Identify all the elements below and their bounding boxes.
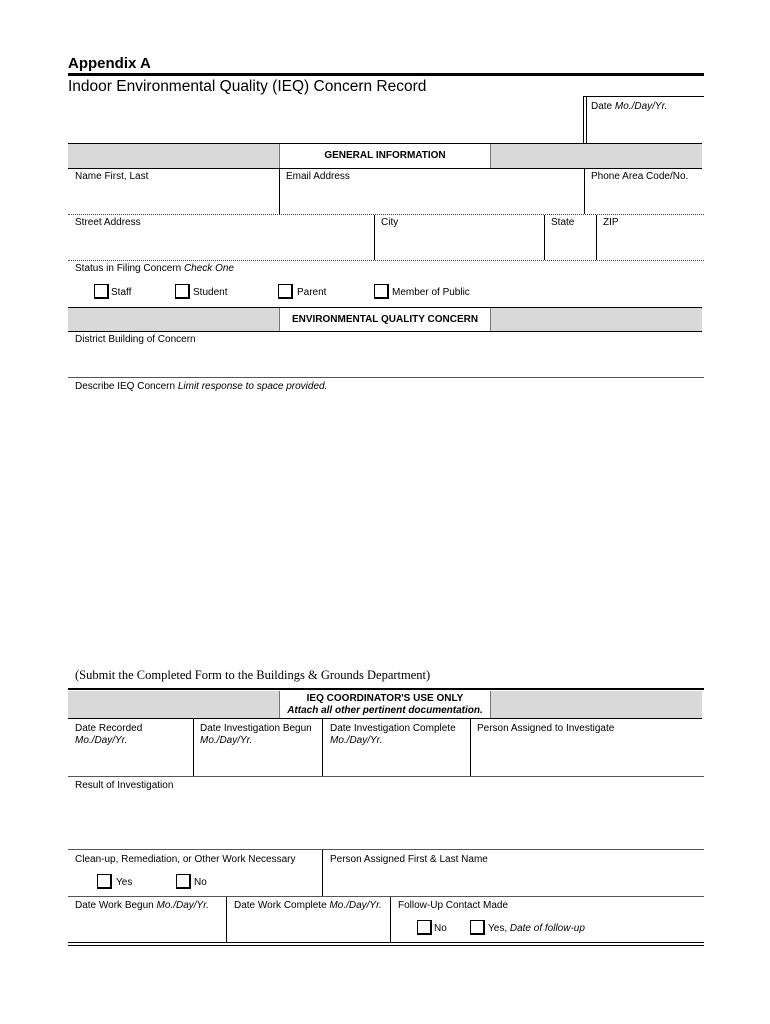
date-box-border-outer [583,96,584,143]
cleanup-yes-label: Yes [116,877,133,888]
general-info-heading: GENERAL INFORMATION [279,144,491,168]
person-assigned-label: Person Assigned to Investigate [477,723,615,734]
work-begun-label: Date Work Begun [75,900,154,911]
describe-label: Describe IEQ Concern [75,381,176,392]
cleanup-no-label: No [194,877,207,888]
date-recorded-format: Mo./Day/Yr. [75,735,128,746]
coordinator-top-rule [68,688,704,690]
work-begun-format: Mo./Day/Yr. [156,900,209,911]
coordinator-subheading: Attach all other pertinent documentation. [287,705,483,716]
building-label: District Building of Concern [75,334,196,345]
parent-option-label: Parent [297,287,327,298]
status-label: Status in Filing Concern [75,263,182,274]
name-label: Name First, Last [75,171,149,182]
followup-no-checkbox[interactable] [417,920,432,935]
phone-field[interactable] [585,168,703,213]
parent-checkbox[interactable] [278,284,293,299]
date-complete-label: Date Investigation Complete [330,723,456,734]
phone-label: Phone Area Code/No. [591,171,689,182]
divider [390,897,391,943]
cleanup-label: Clean-up, Remediation, or Other Work Necessary [75,854,296,865]
staff-checkbox[interactable] [94,284,109,299]
date-format: Mo./Day/Yr. [614,101,668,112]
date-complete-format: Mo./Day/Yr. [330,735,383,746]
city-label: City [381,217,399,228]
date-label: Date [591,101,613,112]
date-begun-format: Mo./Day/Yr. [200,735,253,746]
zip-label: ZIP [603,217,619,228]
describe-concern-field[interactable] [68,395,702,660]
person-first-last-label: Person Assigned First & Last Name [330,854,488,865]
form-title: Indoor Environmental Quality (IEQ) Concern Record [68,78,427,95]
date-box-top [583,96,704,97]
work-begun-field[interactable] [68,912,225,942]
followup-yes-line [488,923,585,935]
environmental-concern-heading: ENVIRONMENTAL QUALITY CONCERN [279,308,491,331]
followup-label: Follow-Up Contact Made [398,900,509,911]
date-begun-field[interactable] [194,719,321,775]
followup-yes-label: Yes, [488,923,508,934]
name-field[interactable] [68,168,278,213]
person-assigned-field[interactable] [471,719,703,775]
row-separator [68,896,704,897]
environmental-concern-bar [68,307,702,332]
work-begun-label-line [75,900,209,912]
submit-note: (Submit the Completed Form to the Buildings & Grounds Department) [75,668,431,682]
email-label: Email Address [286,171,350,182]
student-checkbox[interactable] [175,284,190,299]
street-field[interactable] [68,215,373,259]
work-complete-field[interactable] [227,912,389,942]
bottom-rule-1 [68,942,704,943]
row-separator [68,260,704,261]
state-field[interactable] [545,215,595,259]
state-label: State [551,217,575,228]
status-hint: Check One [183,263,234,274]
date-field[interactable] [591,101,667,113]
followup-yes-hint: Date of follow-up [509,923,585,934]
date-recorded-label: Date Recorded [75,723,143,734]
title-rule [68,73,704,76]
email-field[interactable] [280,168,583,213]
general-info-bar [68,143,702,169]
work-complete-label-line [234,900,382,912]
cleanup-no-checkbox[interactable] [176,874,191,889]
date-begun-label: Date Investigation Begun [200,723,312,734]
describe-hint: Limit response to space provided. [177,381,328,392]
page-title: Appendix A [68,55,151,72]
status-label-line [75,263,234,275]
member-of-public-checkbox[interactable] [374,284,389,299]
work-complete-label: Date Work Complete [234,900,327,911]
zip-field[interactable] [597,215,703,259]
person-first-last-field[interactable] [323,866,703,896]
result-label: Result of Investigation [75,780,174,791]
member-of-public-option-label: Member of Public [392,287,470,298]
result-field[interactable] [68,792,702,848]
followup-no-label: No [434,923,447,934]
row-separator [68,776,704,777]
bottom-rule-2 [68,945,704,946]
staff-option-label: Staff [111,287,132,298]
row-separator [68,377,704,378]
work-complete-format: Mo./Day/Yr. [329,900,382,911]
building-field[interactable] [68,331,702,376]
followup-yes-checkbox[interactable] [470,920,485,935]
coordinator-bar [68,691,702,719]
cleanup-yes-checkbox[interactable] [97,874,112,889]
date-complete-field[interactable] [323,719,469,775]
city-field[interactable] [375,215,543,259]
coordinator-heading-box [279,691,491,718]
describe-label-line [75,381,327,393]
date-box-border-inner [586,96,587,143]
student-option-label: Student [193,287,228,298]
row-separator [68,849,704,850]
date-recorded-field[interactable] [68,719,192,775]
coordinator-heading: IEQ COORDINATOR'S USE ONLY [306,693,464,704]
street-label: Street Address [75,217,141,228]
